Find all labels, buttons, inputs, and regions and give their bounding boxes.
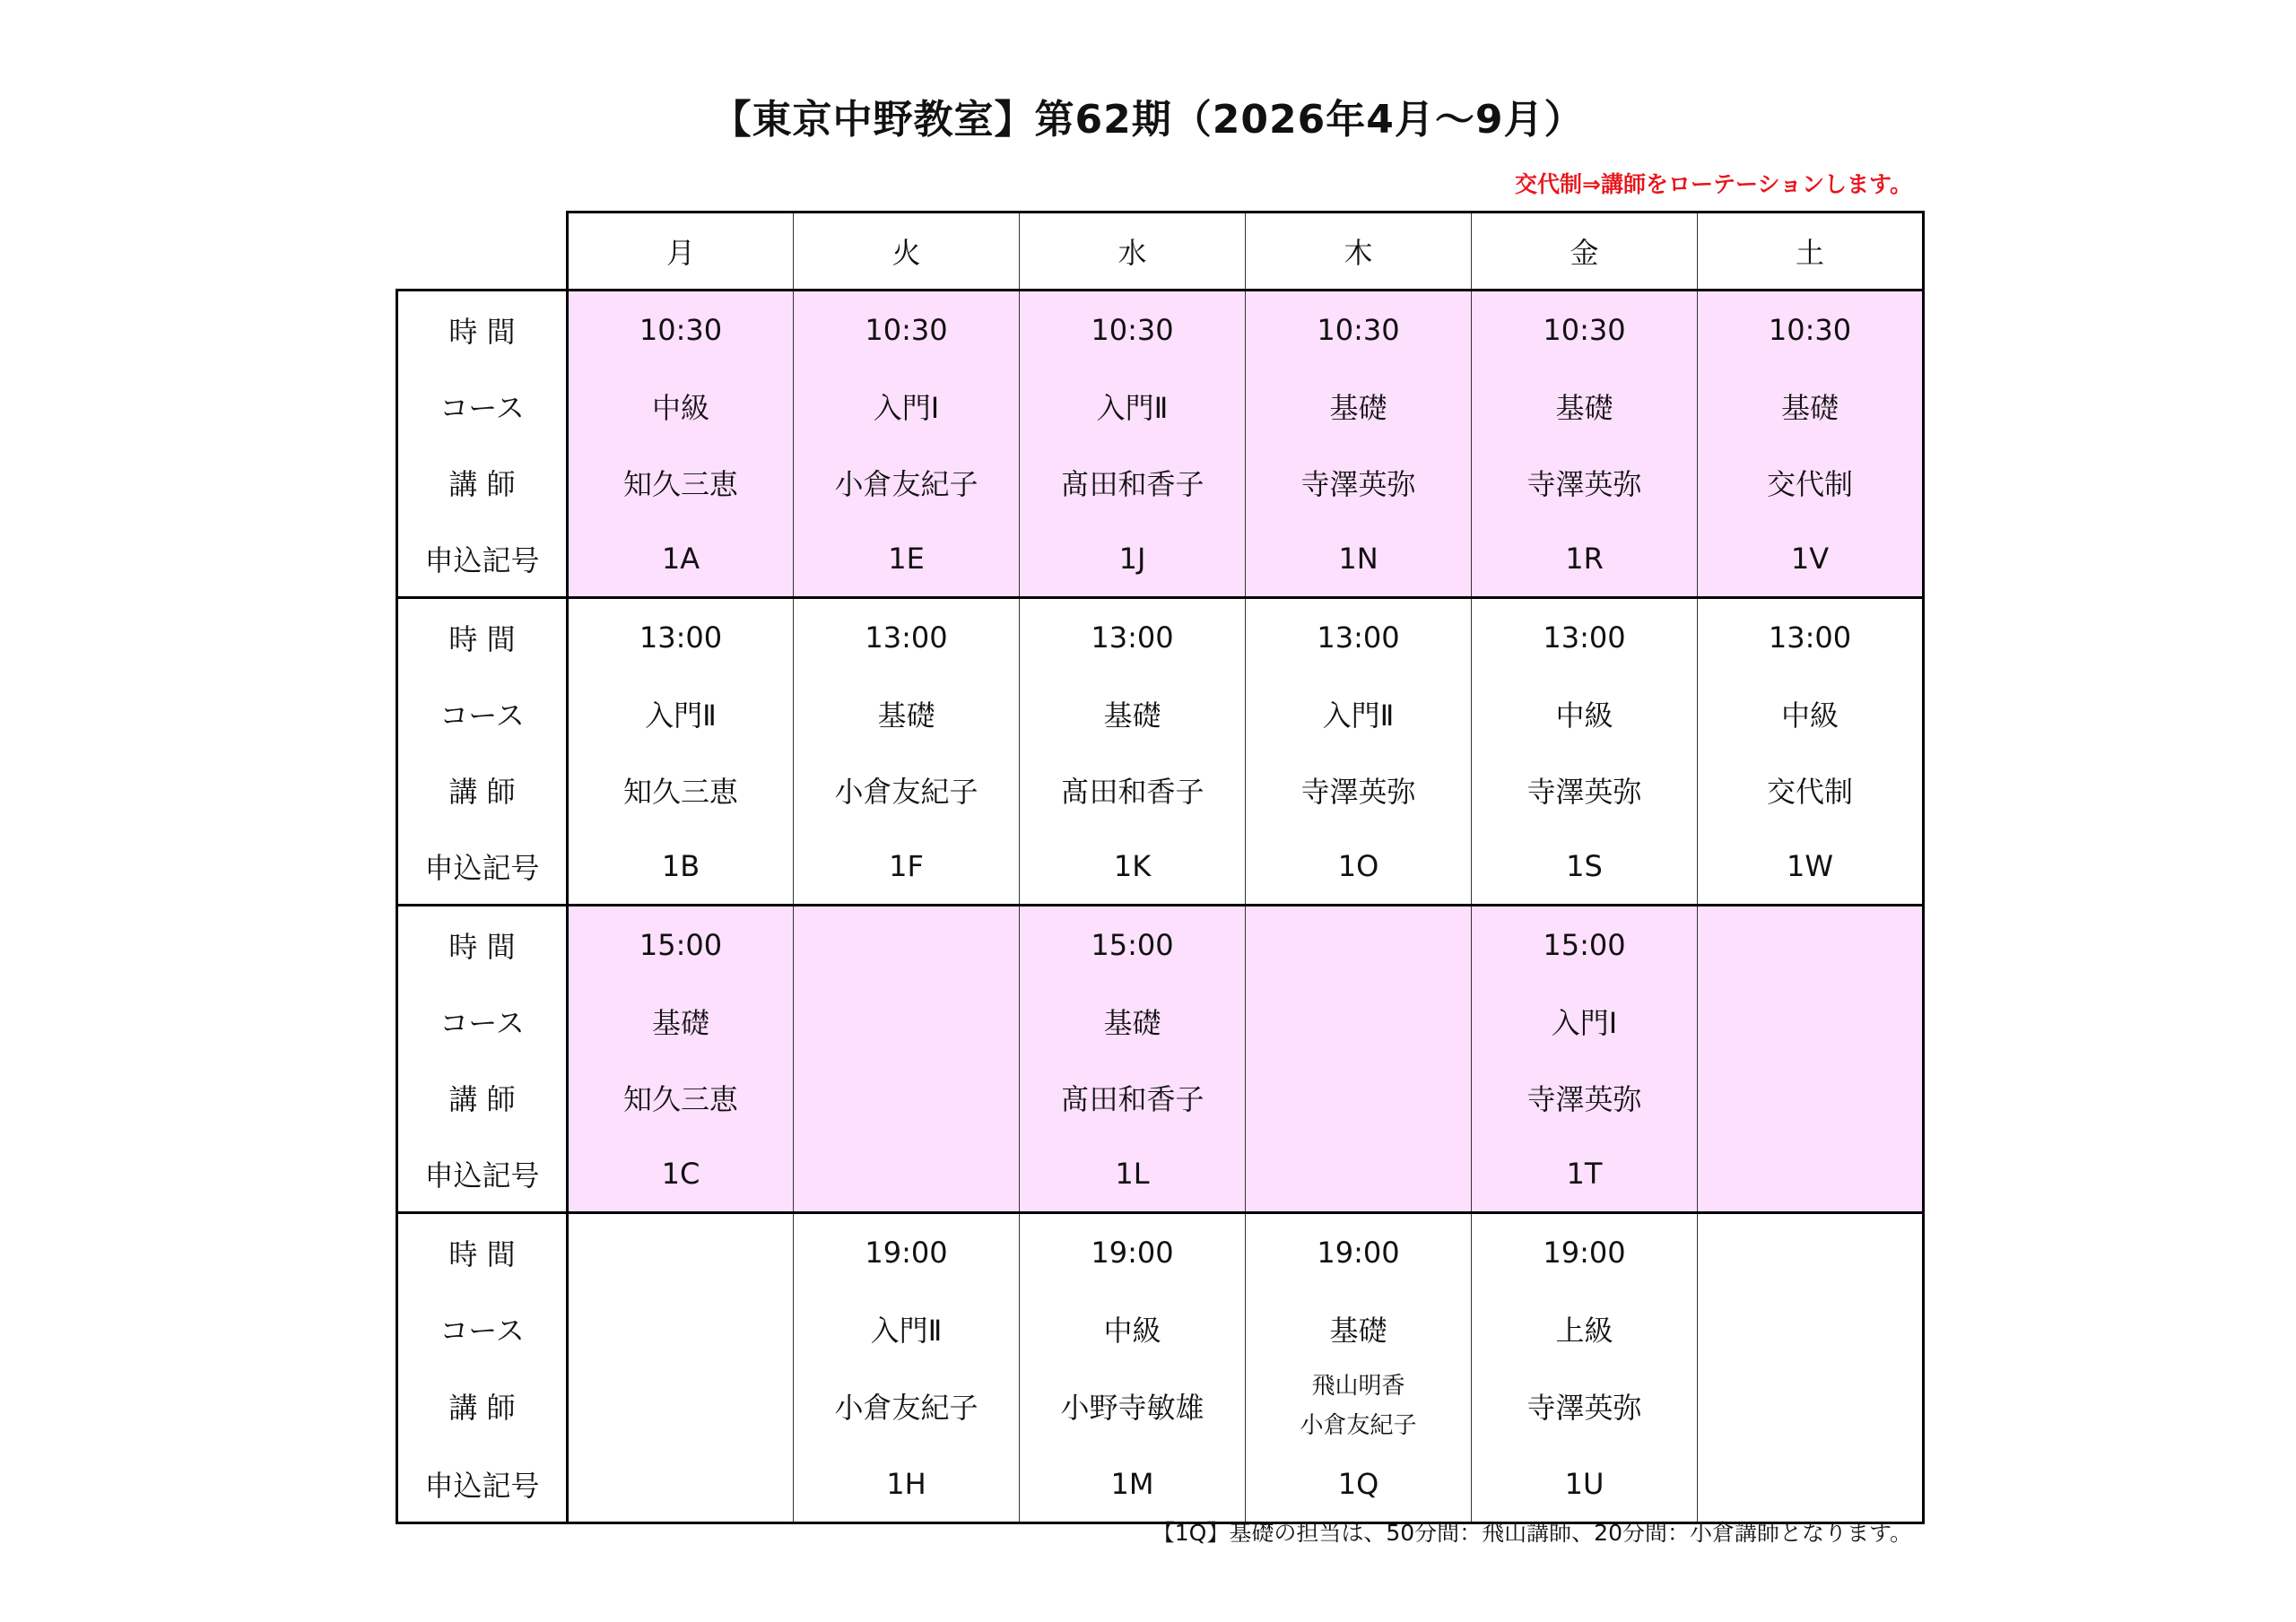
- instructor-cell: 寺澤英弥: [1472, 751, 1698, 828]
- day-header-row: [397, 213, 1924, 291]
- instructor-cell: 交代制: [1698, 444, 1924, 520]
- code-cell: 1F: [794, 828, 1020, 906]
- time-cell: 15:00: [568, 906, 794, 984]
- course-cell: 上級: [1472, 1290, 1698, 1366]
- schedule-row: [397, 1445, 1924, 1523]
- time-cell: 13:00: [1246, 598, 1472, 676]
- time-cell: 13:00: [568, 598, 794, 676]
- instructor-name-line: 飛山明香: [1311, 1373, 1405, 1400]
- code-cell: 1W: [1698, 828, 1924, 906]
- row-label: 時 間: [397, 906, 568, 984]
- code-cell: 1N: [1246, 520, 1472, 598]
- schedule-row: [397, 291, 1924, 369]
- instructor-cell: 小倉友紀子: [794, 1366, 1020, 1445]
- course-cell: 基礎: [1472, 368, 1698, 444]
- course-cell: 基礎: [568, 983, 794, 1059]
- row-label: 講 師: [397, 1366, 568, 1445]
- schedule-row: [397, 983, 1924, 1059]
- instructor-cell: [1246, 1059, 1472, 1135]
- code-cell: 1K: [1020, 828, 1246, 906]
- footnote: 【1Q】基礎の担当は、50分間：飛山講師、20分間：小倉講師となります。: [1152, 1520, 1912, 1546]
- time-cell: 10:30: [794, 291, 1020, 369]
- course-cell: 基礎: [1020, 983, 1246, 1059]
- page-title: 【東京中野教室】第62期（2026年4月～9月）: [711, 97, 1585, 143]
- time-cell: [1246, 906, 1472, 984]
- instructor-cell: [568, 1366, 794, 1445]
- code-cell: 1E: [794, 520, 1020, 598]
- code-cell: 1B: [568, 828, 794, 906]
- code-cell: 1H: [794, 1445, 1020, 1523]
- row-label: 時 間: [397, 598, 568, 676]
- schedule-row: [397, 1290, 1924, 1366]
- code-cell: 1C: [568, 1135, 794, 1213]
- time-cell: 13:00: [1472, 598, 1698, 676]
- schedule-row: [397, 906, 1924, 984]
- code-cell: [1246, 1135, 1472, 1213]
- course-cell: 中級: [1472, 675, 1698, 751]
- code-cell: 1J: [1020, 520, 1246, 598]
- time-cell: [1698, 1213, 1924, 1291]
- instructor-cell: 小倉友紀子: [794, 751, 1020, 828]
- time-cell: 13:00: [794, 598, 1020, 676]
- instructor-cell: 交代制: [1698, 751, 1924, 828]
- row-label: 時 間: [397, 291, 568, 369]
- row-label: 時 間: [397, 1213, 568, 1291]
- schedule-row: [397, 520, 1924, 598]
- time-cell: 10:30: [1698, 291, 1924, 369]
- time-cell: 19:00: [794, 1213, 1020, 1291]
- instructor-cell: 髙田和香子: [1020, 444, 1246, 520]
- instructor-cell: [1698, 1059, 1924, 1135]
- row-label: コース: [397, 983, 568, 1059]
- header-corner: [397, 213, 568, 291]
- row-label: 申込記号: [397, 828, 568, 906]
- course-cell: [568, 1290, 794, 1366]
- schedule-table: [396, 211, 1925, 1524]
- day-header: 月: [568, 213, 794, 291]
- time-cell: 10:30: [1246, 291, 1472, 369]
- code-cell: 1R: [1472, 520, 1698, 598]
- row-label: 講 師: [397, 751, 568, 828]
- course-cell: 基礎: [1246, 1290, 1472, 1366]
- instructor-cell: 寺澤英弥: [1246, 444, 1472, 520]
- row-label: 申込記号: [397, 520, 568, 598]
- row-label: 申込記号: [397, 1135, 568, 1213]
- time-cell: [568, 1213, 794, 1291]
- day-header: 火: [794, 213, 1020, 291]
- course-cell: [1698, 1290, 1924, 1366]
- time-cell: 10:30: [1472, 291, 1698, 369]
- rotation-note: 交代制⇒講師をローテーションします。: [1515, 171, 1912, 197]
- course-cell: 入門Ⅰ: [1472, 983, 1698, 1059]
- code-cell: [1698, 1135, 1924, 1213]
- instructor-cell: 知久三恵: [568, 1059, 794, 1135]
- instructor-cell: 知久三恵: [568, 444, 794, 520]
- schedule-row: [397, 675, 1924, 751]
- instructor-cell: [1698, 1366, 1924, 1445]
- row-label: 講 師: [397, 444, 568, 520]
- course-cell: 入門Ⅱ: [1020, 368, 1246, 444]
- schedule-row: [397, 1059, 1924, 1135]
- course-cell: 入門Ⅱ: [1246, 675, 1472, 751]
- time-cell: 15:00: [1020, 906, 1246, 984]
- day-header: 金: [1472, 213, 1698, 291]
- instructor-cell: 小野寺敏雄: [1020, 1366, 1246, 1445]
- code-cell: [568, 1445, 794, 1523]
- course-cell: 中級: [1698, 675, 1924, 751]
- course-cell: 基礎: [1246, 368, 1472, 444]
- code-cell: 1O: [1246, 828, 1472, 906]
- row-label: コース: [397, 675, 568, 751]
- code-cell: 1Q: [1246, 1445, 1472, 1523]
- course-cell: 基礎: [794, 675, 1020, 751]
- schedule-row: [397, 1213, 1924, 1291]
- day-header: 土: [1698, 213, 1924, 291]
- code-cell: 1L: [1020, 1135, 1246, 1213]
- instructor-cell: 髙田和香子: [1020, 751, 1246, 828]
- instructor-cell: 寺澤英弥: [1472, 1059, 1698, 1135]
- instructor-name-line: 小倉友紀子: [1300, 1412, 1417, 1439]
- code-cell: 1S: [1472, 828, 1698, 906]
- code-cell: 1U: [1472, 1445, 1698, 1523]
- course-cell: 入門Ⅱ: [794, 1290, 1020, 1366]
- instructor-cell: 寺澤英弥: [1472, 444, 1698, 520]
- course-cell: [1698, 983, 1924, 1059]
- code-cell: 1A: [568, 520, 794, 598]
- row-label: 講 師: [397, 1059, 568, 1135]
- schedule-row: [397, 751, 1924, 828]
- course-cell: [794, 983, 1020, 1059]
- course-cell: 中級: [1020, 1290, 1246, 1366]
- time-cell: 19:00: [1020, 1213, 1246, 1291]
- time-cell: 10:30: [568, 291, 794, 369]
- instructor-cell: [794, 1059, 1020, 1135]
- instructor-cell: 知久三恵: [568, 751, 794, 828]
- time-cell: [1698, 906, 1924, 984]
- time-cell: 13:00: [1020, 598, 1246, 676]
- schedule-row: [397, 368, 1924, 444]
- course-cell: 中級: [568, 368, 794, 444]
- row-label: コース: [397, 368, 568, 444]
- time-cell: 10:30: [1020, 291, 1246, 369]
- course-cell: [1246, 983, 1472, 1059]
- course-cell: 基礎: [1698, 368, 1924, 444]
- schedule-row: [397, 1366, 1924, 1445]
- schedule-row: [397, 1135, 1924, 1213]
- instructor-cell: 寺澤英弥: [1472, 1366, 1698, 1445]
- time-cell: [794, 906, 1020, 984]
- code-cell: [1698, 1445, 1924, 1523]
- time-cell: 15:00: [1472, 906, 1698, 984]
- code-cell: 1T: [1472, 1135, 1698, 1213]
- time-cell: 19:00: [1472, 1213, 1698, 1291]
- code-cell: 1M: [1020, 1445, 1246, 1523]
- instructor-cell: [1246, 1366, 1472, 1445]
- schedule-row: [397, 828, 1924, 906]
- row-label: 申込記号: [397, 1445, 568, 1523]
- code-cell: 1V: [1698, 520, 1924, 598]
- instructor-cell: 寺澤英弥: [1246, 751, 1472, 828]
- instructor-cell: 小倉友紀子: [794, 444, 1020, 520]
- day-header: 木: [1246, 213, 1472, 291]
- code-cell: [794, 1135, 1020, 1213]
- day-header: 水: [1020, 213, 1246, 291]
- course-cell: 入門Ⅱ: [568, 675, 794, 751]
- course-cell: 入門Ⅰ: [794, 368, 1020, 444]
- course-cell: 基礎: [1020, 675, 1246, 751]
- row-label: コース: [397, 1290, 568, 1366]
- time-cell: 13:00: [1698, 598, 1924, 676]
- schedule-row: [397, 444, 1924, 520]
- time-cell: 19:00: [1246, 1213, 1472, 1291]
- instructor-cell: 髙田和香子: [1020, 1059, 1246, 1135]
- schedule-row: [397, 598, 1924, 676]
